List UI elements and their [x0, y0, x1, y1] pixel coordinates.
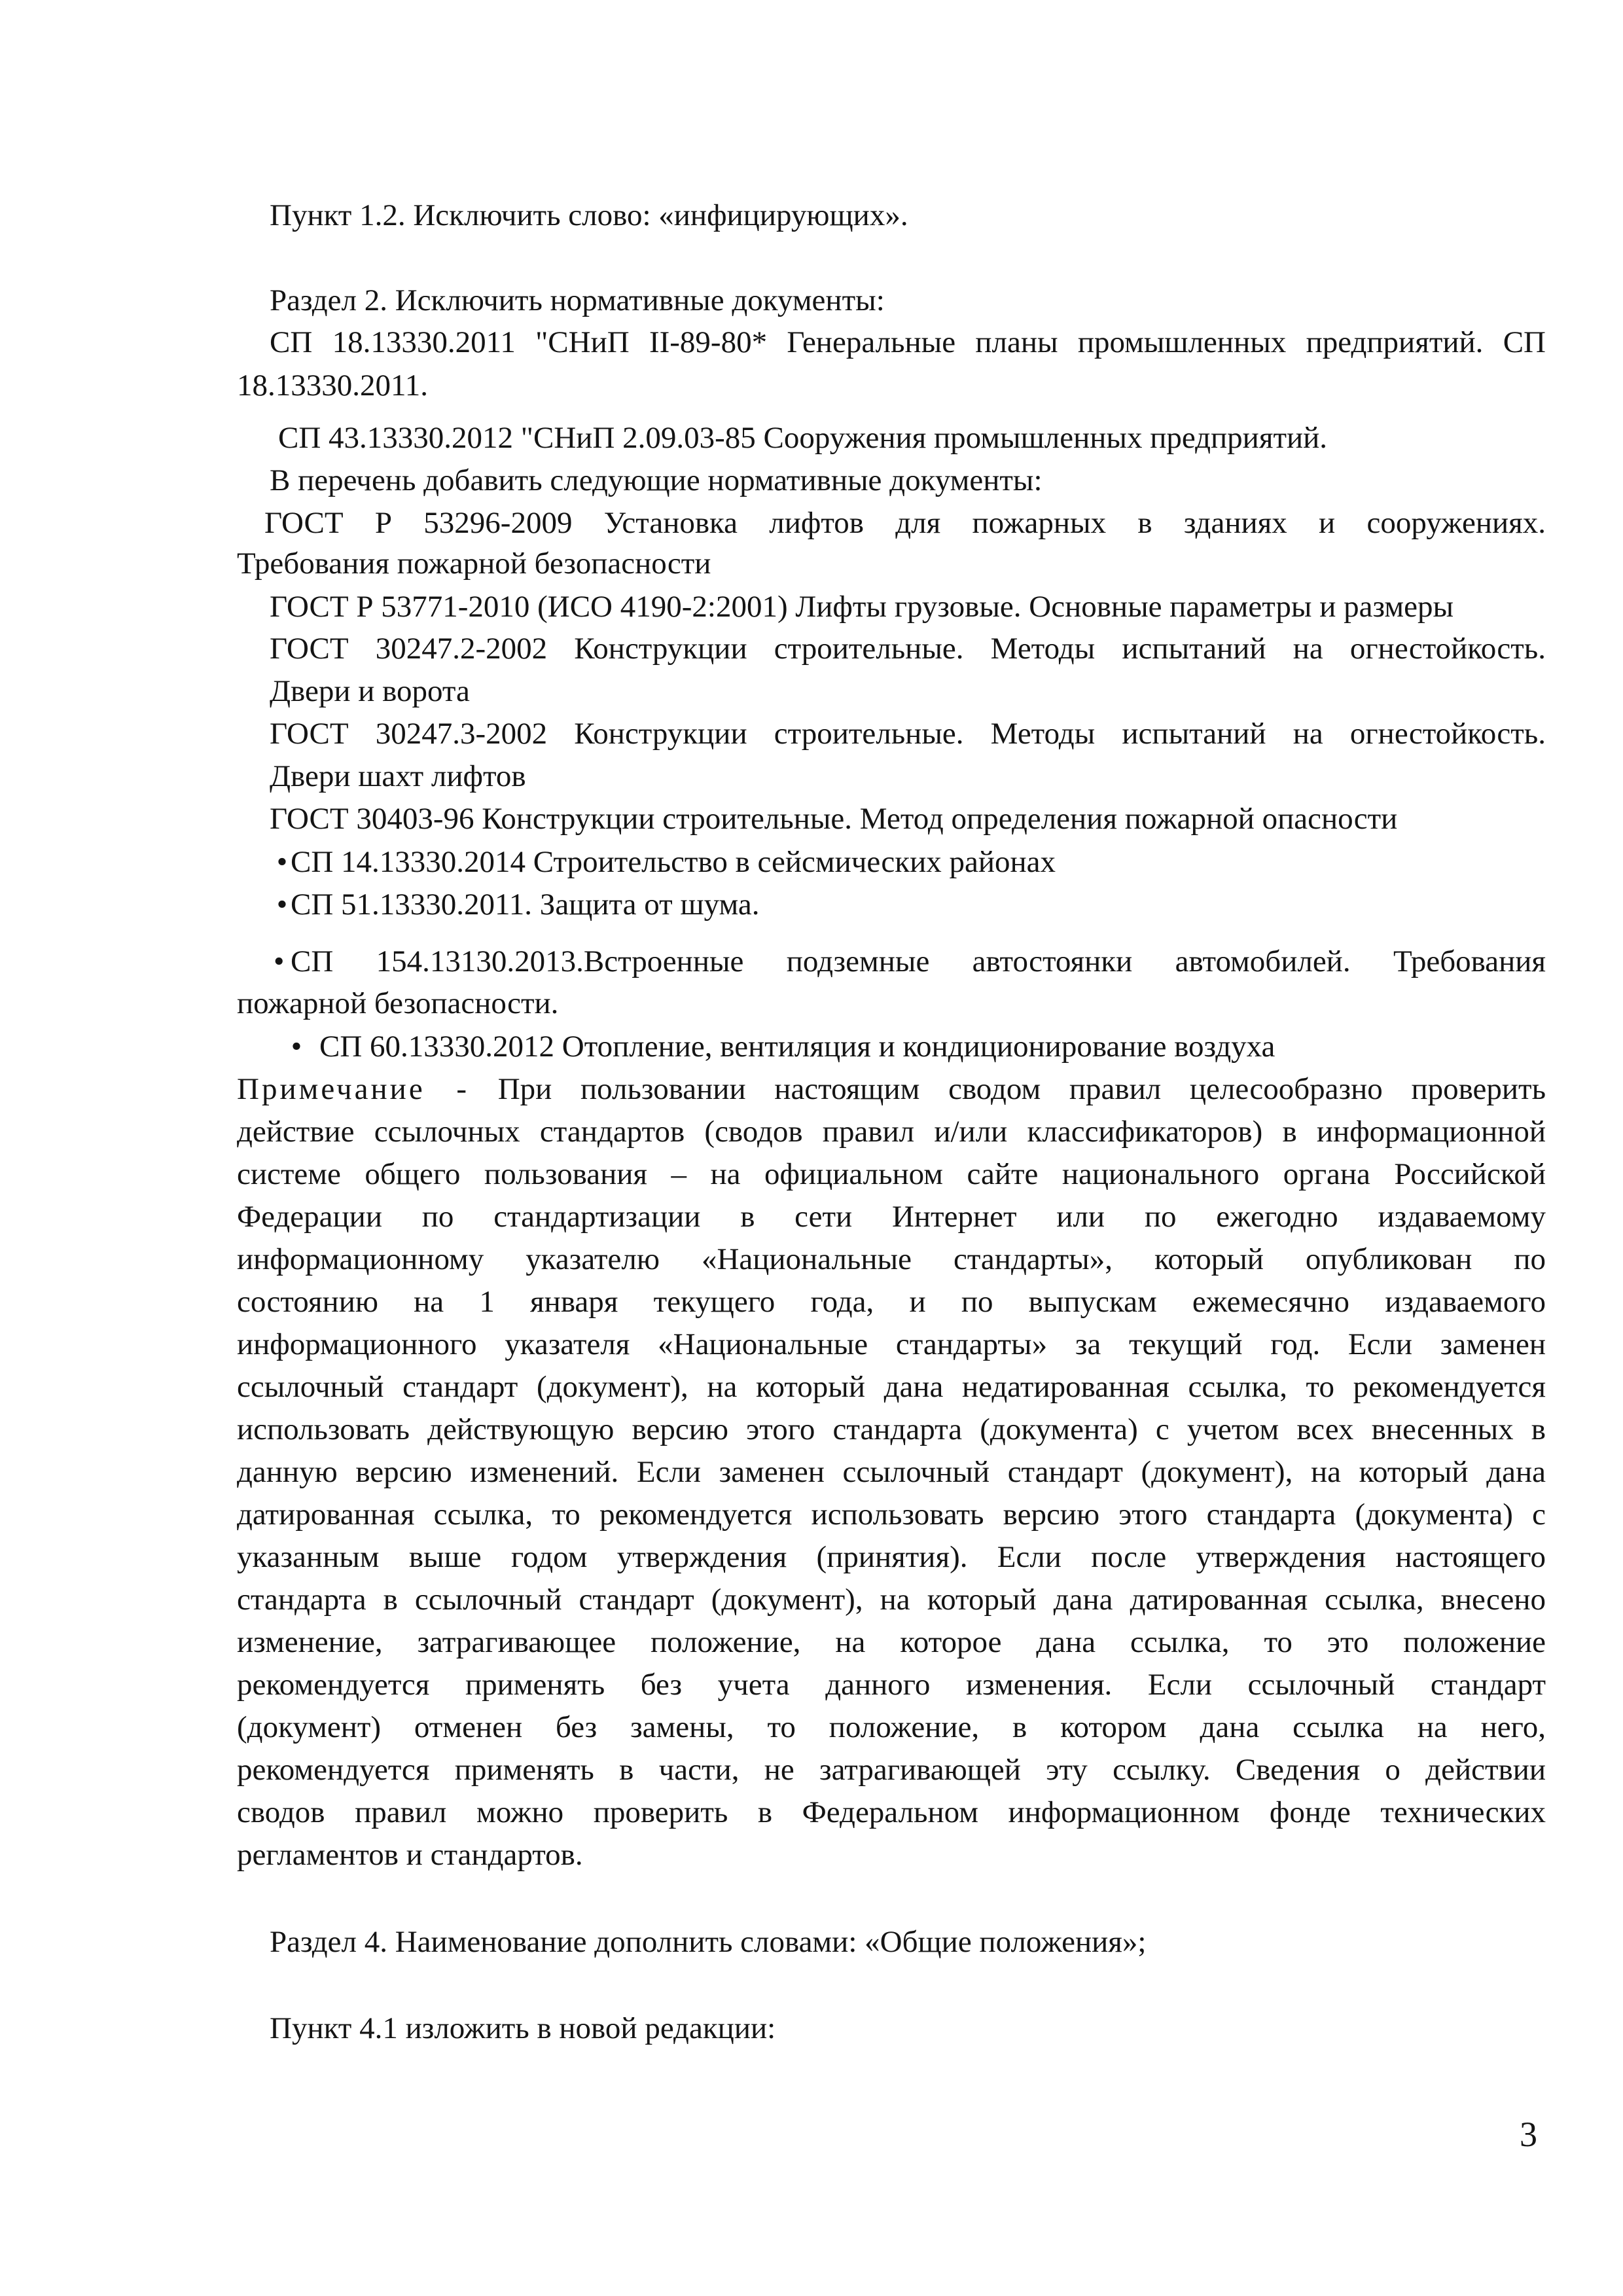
- page-number: 3: [1520, 2115, 1537, 2154]
- text-line: ссылочный стандарт (документ), на который дана недатированная ссылка, то рекомендуется: [237, 1370, 1546, 1404]
- bullet-icon: •: [276, 845, 288, 879]
- text-line: ГОСТ 30403-96 Конструкции строительные. Метод определения пожарной опасности: [270, 802, 1398, 836]
- text-line: В перечень добавить следующие нормативные документы:: [270, 463, 1043, 497]
- text-line: указанным выше годом утверждения (принятия). Если после утверждения настоящего: [237, 1540, 1546, 1574]
- text-line: стандарта в ссылочный стандарт (документ), на который дана датированная ссылка, внесено: [237, 1583, 1546, 1617]
- text-line: рекомендуется применять в части, не затрагивающей эту ссылку. Сведения о действии: [237, 1753, 1546, 1787]
- text-line: 18.13330.2011.: [237, 368, 429, 403]
- text-line: СП 43.13330.2012 "СНиП 2.09.03-85 Сооружения промышленных предприятий.: [278, 421, 1328, 455]
- text-line: ГОСТ Р 53771-2010 (ИСО 4190-2:2001) Лифты грузовые. Основные параметры и размеры: [270, 590, 1454, 624]
- text-line: датированная ссылка, то рекомендуется использовать версию этого стандарта (документа) с: [237, 1498, 1546, 1532]
- list-item: • СП 60.13330.2012 Отопление, вентиляция и кондиционирование воздуха: [274, 1028, 1275, 1066]
- text-line: Пункт 4.1 изложить в новой редакции:: [270, 2011, 776, 2045]
- text-line: СП 18.13330.2011 "СНиП II-89-80* Генеральные планы промышленных предприятий. СП: [270, 325, 1546, 359]
- text-line: данную версию изменений. Если заменен ссылочный стандарт (документ), на который дана: [237, 1455, 1546, 1489]
- text-line: ГОСТ Р 53296-2009 Установка лифтов для пожарных в зданиях и сооружениях.: [264, 506, 1546, 540]
- text-line: действие ссылочных стандартов (сводов правил и/или классификаторов) в информационной: [237, 1115, 1546, 1149]
- text-line: Раздел 4. Наименование дополнить словами: «Общие положения»;: [270, 1925, 1147, 1959]
- bullet-icon: •: [274, 944, 285, 978]
- list-item: • СП 14.13330.2014 Строительство в сейсмических районах: [274, 843, 1056, 881]
- list-item: • СП 154.13130.2013.Встроенные подземные автостоянки автомобилей. Требования: [274, 942, 1546, 980]
- text-line: Двери и ворота: [270, 674, 470, 708]
- text-line: ГОСТ 30247.2-2002 Конструкции строительные. Методы испытаний на огнестойкость.: [270, 632, 1546, 666]
- note-first-line: Примечание - При пользовании настоящим сводом правил целесообразно проверить: [237, 1072, 1546, 1106]
- text-line: информационному указателю «Национальные стандарты», который опубликован по: [237, 1242, 1546, 1276]
- bullet-icon: •: [291, 1030, 302, 1064]
- text-line: Федерации по стандартизации в сети Интернет или по ежегодно издаваемому: [237, 1200, 1546, 1234]
- text-line: Раздел 2. Исключить нормативные документы:: [270, 283, 885, 317]
- text-line: системе общего пользования – на официальном сайте национального органа Российской: [237, 1157, 1546, 1191]
- text-line: состоянию на 1 января текущего года, и по выпускам ежемесячно издаваемого: [237, 1285, 1546, 1319]
- text-line: (документ) отменен без замены, то положение, в котором дана ссылка на него,: [237, 1710, 1546, 1744]
- note-label: Примечание -: [237, 1072, 470, 1106]
- text-line: сводов правил можно проверить в Федеральном информационном фонде технических: [237, 1795, 1546, 1829]
- text-line: Двери шахт лифтов: [270, 759, 526, 793]
- text-line: Требования пожарной безопасности: [237, 547, 711, 581]
- bullet-icon: •: [276, 888, 288, 922]
- text-line: информационного указателя «Национальные стандарты» за текущий год. Если заменен: [237, 1327, 1546, 1361]
- text-line: регламентов и стандартов.: [237, 1838, 583, 1872]
- list-item: • СП 51.13330.2011. Защита от шума.: [274, 886, 760, 924]
- text-line: рекомендуется применять без учета данного изменения. Если ссылочный стандарт: [237, 1668, 1546, 1702]
- text-line: использовать действующую версию этого стандарта (документа) с учетом всех внесенных в: [237, 1412, 1546, 1446]
- text-line: изменение, затрагивающее положение, на которое дана ссылка, то это положение: [237, 1625, 1546, 1659]
- text-line: Пункт 1.2. Исключить слово: «инфицирующих».: [270, 198, 908, 232]
- text-line: ГОСТ 30247.3-2002 Конструкции строительные. Методы испытаний на огнестойкость.: [270, 717, 1546, 751]
- text-line: пожарной безопасности.: [237, 986, 559, 1020]
